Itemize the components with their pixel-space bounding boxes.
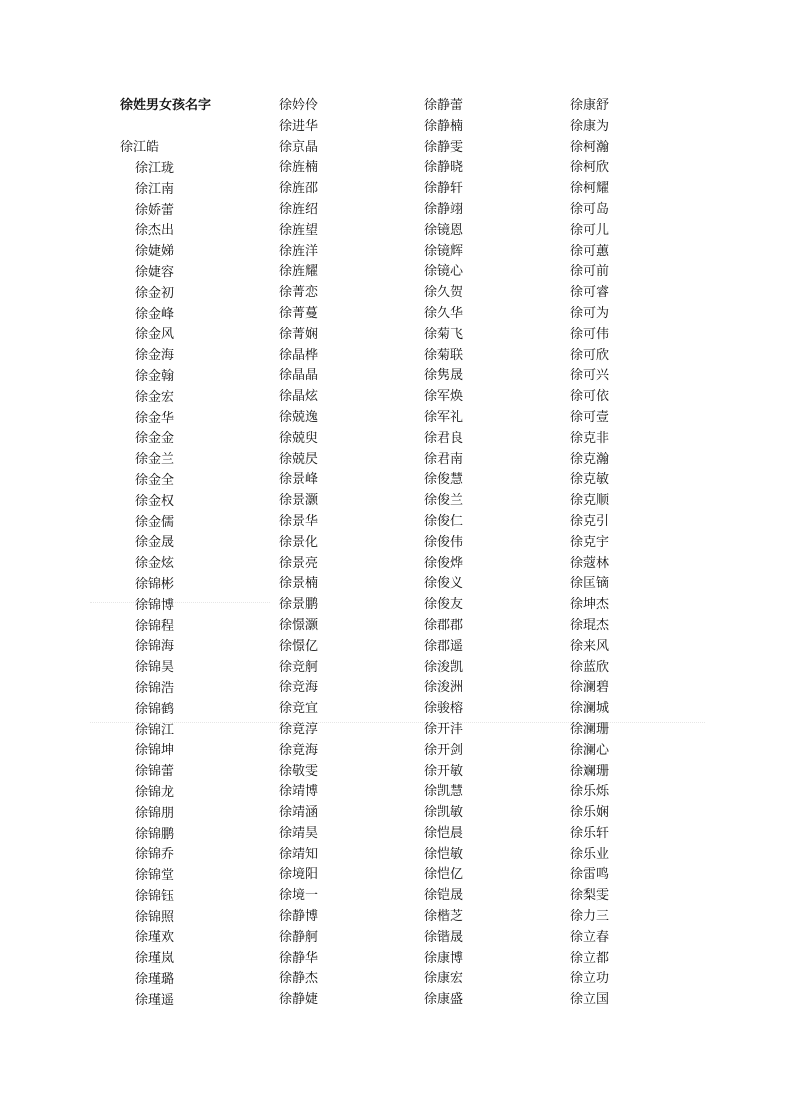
name-entry: 徐妗伶 <box>279 98 319 113</box>
name-entry: 徐旌绍 <box>279 201 319 217</box>
name-entry: 徐静楠 <box>424 118 464 134</box>
name-entry: 徐可岛 <box>570 201 610 217</box>
name-entry: 徐菁蔓 <box>279 305 319 321</box>
name-column-1 <box>135 159 174 1012</box>
name-entry: 徐晶桦 <box>279 347 319 363</box>
name-entry: 徐锦蕾 <box>135 764 175 780</box>
name-entry: 徐景灏 <box>279 493 319 509</box>
name-entry: 徐康为 <box>570 118 610 134</box>
name-entry: 徐浚洲 <box>424 680 464 696</box>
name-column-4 <box>570 96 609 1011</box>
name-entry: 徐锦博 <box>135 597 175 613</box>
name-entry: 徐兢臾 <box>279 430 319 446</box>
name-entry: 徐可壹 <box>570 409 610 425</box>
name-entry: 徐雷鸣 <box>570 867 610 883</box>
name-entry: 徐锦堂 <box>135 868 175 884</box>
name-entry: 徐锦浩 <box>135 680 175 696</box>
name-entry: 徐克瀚 <box>570 451 610 467</box>
name-entry: 徐江珑 <box>135 161 175 176</box>
name-entry: 徐郡郡 <box>424 617 464 633</box>
name-entry: 徐骏榕 <box>424 701 464 717</box>
name-entry: 徐郡遥 <box>424 638 464 654</box>
name-entry: 徐京晶 <box>279 139 319 155</box>
name-entry: 徐铠晟 <box>424 888 464 904</box>
name-entry: 徐瑾岚 <box>135 951 175 967</box>
name-entry: 徐军焕 <box>424 389 464 405</box>
name-entry: 徐楷芝 <box>424 909 464 925</box>
name-entry: 徐蔻林 <box>570 555 610 571</box>
name-entry: 徐进华 <box>279 118 319 134</box>
name-entry: 徐开敏 <box>424 763 464 779</box>
name-entry: 徐婕娣 <box>135 244 175 260</box>
name-entry: 徐境一 <box>279 888 319 904</box>
name-entry: 徐旌耀 <box>279 264 319 280</box>
name-entry: 徐金全 <box>135 472 175 488</box>
name-entry: 徐金宏 <box>135 389 175 405</box>
name-entry: 徐靖知 <box>279 846 319 862</box>
name-entry: 徐恺晨 <box>424 825 464 841</box>
name-entry: 徐乐业 <box>570 846 610 862</box>
name-entry: 徐金海 <box>135 348 175 364</box>
name-entry: 徐柯欣 <box>570 160 610 176</box>
name-entry: 徐金权 <box>135 493 175 509</box>
name-entry: 徐镜恩 <box>424 222 464 238</box>
name-entry: 徐江南 <box>135 181 175 197</box>
name-entry: 徐可为 <box>570 305 610 321</box>
name-entry: 徐可儿 <box>570 222 610 238</box>
name-entry: 徐凯敏 <box>424 805 464 821</box>
name-entry: 徐俊烨 <box>424 555 464 571</box>
faint-divider <box>90 602 270 603</box>
name-entry: 徐可前 <box>570 264 610 280</box>
name-entry: 徐金翰 <box>135 368 175 384</box>
name-entry: 徐康舒 <box>570 98 610 113</box>
name-entry: 徐锦坤 <box>135 743 175 759</box>
name-entry: 徐金炫 <box>135 556 175 572</box>
name-entry: 徐竞海 <box>279 680 319 696</box>
name-entry: 徐澜珊 <box>570 721 610 737</box>
name-entry: 徐康博 <box>424 950 464 966</box>
name-entry: 徐锦程 <box>135 618 175 634</box>
name-entry: 徐镜辉 <box>424 243 464 259</box>
name-entry: 徐乐轩 <box>570 825 610 841</box>
name-entry: 徐斓珊 <box>570 763 610 779</box>
name-entry: 徐金儒 <box>135 514 175 530</box>
name-entry: 徐久贺 <box>424 285 464 301</box>
name-entry: 徐瑾欢 <box>135 930 175 946</box>
name-entry: 徐菊飞 <box>424 326 464 342</box>
name-entry: 徐锦朋 <box>135 805 175 821</box>
name-entry: 徐景华 <box>279 513 319 529</box>
name-entry: 徐靖昊 <box>279 825 319 841</box>
name-entry: 徐克宇 <box>570 534 610 550</box>
name-entry: 徐俊兰 <box>424 493 464 509</box>
name-entry: 徐锦乔 <box>135 847 175 863</box>
name-entry: 徐锦彬 <box>135 576 175 592</box>
name-entry: 徐浚凯 <box>424 659 464 675</box>
name-entry: 徐瑾璐 <box>135 972 175 988</box>
name-entry: 徐久华 <box>424 305 464 321</box>
name-entry: 徐军礼 <box>424 409 464 425</box>
name-entry: 徐旌望 <box>279 222 319 238</box>
name-entry: 徐静轩 <box>424 181 464 197</box>
name-entry: 徐君南 <box>424 451 464 467</box>
faint-divider <box>90 722 705 723</box>
name-entry: 徐晶炫 <box>279 389 319 405</box>
name-entry: 徐旌邵 <box>279 181 319 197</box>
name-entry: 徐静晓 <box>424 160 464 176</box>
name-column-2 <box>279 96 318 1011</box>
name-entry: 徐金初 <box>135 285 175 301</box>
name-entry: 徐开剑 <box>424 742 464 758</box>
column-heading: 徐江皓 <box>120 140 160 155</box>
name-entry: 徐琨杰 <box>570 617 610 633</box>
name-entry: 徐静华 <box>279 950 319 966</box>
name-entry: 徐静婕 <box>279 992 319 1008</box>
name-entry: 徐娇蕾 <box>135 202 175 218</box>
name-entry: 徐克敏 <box>570 472 610 488</box>
name-entry: 徐乐娴 <box>570 805 610 821</box>
name-entry: 徐金峰 <box>135 306 175 322</box>
name-entry: 徐静雯 <box>424 139 464 155</box>
name-entry: 徐锦龙 <box>135 784 175 800</box>
name-entry: 徐恺敏 <box>424 846 464 862</box>
name-entry: 徐兢逸 <box>279 409 319 425</box>
name-entry: 徐可伟 <box>570 326 610 342</box>
name-entry: 徐静翊 <box>424 201 464 217</box>
name-entry: 徐菊联 <box>424 347 464 363</box>
name-entry: 徐锴晟 <box>424 929 464 945</box>
name-entry: 徐康宏 <box>424 971 464 987</box>
name-entry: 徐可依 <box>570 389 610 405</box>
name-entry: 徐竞宜 <box>279 701 319 717</box>
name-entry: 徐静舸 <box>279 929 319 945</box>
name-entry: 徐克引 <box>570 513 610 529</box>
name-entry: 徐可蕙 <box>570 243 610 259</box>
name-entry: 徐静蕾 <box>424 98 464 113</box>
name-column-3 <box>424 96 463 1011</box>
name-entry: 徐可欣 <box>570 347 610 363</box>
name-entry: 徐蓝欣 <box>570 659 610 675</box>
name-entry: 徐克非 <box>570 430 610 446</box>
name-entry: 徐锦海 <box>135 639 175 655</box>
name-entry: 徐憬亿 <box>279 638 319 654</box>
name-entry: 徐景亮 <box>279 555 319 571</box>
name-entry: 徐立都 <box>570 950 610 966</box>
name-entry: 徐静杰 <box>279 971 319 987</box>
name-entry: 徐金金 <box>135 431 175 447</box>
name-entry: 徐立春 <box>570 929 610 945</box>
name-entry: 徐竞舸 <box>279 659 319 675</box>
name-entry: 徐锦照 <box>135 909 175 925</box>
name-entry: 徐锦昊 <box>135 660 175 676</box>
name-entry: 徐匡镝 <box>570 576 610 592</box>
name-entry: 徐静博 <box>279 909 319 925</box>
name-entry: 徐竟海 <box>279 742 319 758</box>
name-entry: 徐境阳 <box>279 867 319 883</box>
name-entry: 徐金华 <box>135 410 175 426</box>
name-entry: 徐俊义 <box>424 576 464 592</box>
name-entry: 徐澜碧 <box>570 680 610 696</box>
name-entry: 徐柯瀚 <box>570 139 610 155</box>
name-entry: 徐克顺 <box>570 493 610 509</box>
name-entry: 徐俊友 <box>424 597 464 613</box>
name-entry: 徐澜心 <box>570 742 610 758</box>
name-entry: 徐乐烁 <box>570 784 610 800</box>
name-entry: 徐康盛 <box>424 992 464 1008</box>
name-entry: 徐旌洋 <box>279 243 319 259</box>
name-entry: 徐敬雯 <box>279 763 319 779</box>
name-entry: 徐俊慧 <box>424 472 464 488</box>
name-entry: 徐旌楠 <box>279 160 319 176</box>
name-entry: 徐澜城 <box>570 701 610 717</box>
document-title: 徐姓男女孩名字 <box>120 98 212 113</box>
name-entry: 徐菁恋 <box>279 285 319 301</box>
name-entry: 徐力三 <box>570 909 610 925</box>
name-entry: 徐靖博 <box>279 784 319 800</box>
name-entry: 徐镜心 <box>424 264 464 280</box>
name-entry: 徐立国 <box>570 992 610 1008</box>
name-entry: 徐竟淳 <box>279 721 319 737</box>
name-entry: 徐憬灏 <box>279 617 319 633</box>
name-entry: 徐晶晶 <box>279 368 319 384</box>
name-entry: 徐景峰 <box>279 472 319 488</box>
name-entry: 徐开沣 <box>424 721 464 737</box>
name-entry: 徐凯慧 <box>424 784 464 800</box>
name-entry: 徐君良 <box>424 430 464 446</box>
name-entry: 徐来风 <box>570 638 610 654</box>
name-entry: 徐景鹏 <box>279 597 319 613</box>
name-entry: 徐锦鹤 <box>135 701 175 717</box>
name-entry: 徐瑾遥 <box>135 992 175 1008</box>
name-entry: 徐柯耀 <box>570 181 610 197</box>
name-entry: 徐景化 <box>279 534 319 550</box>
name-entry: 徐梨雯 <box>570 888 610 904</box>
name-entry: 徐金兰 <box>135 452 175 468</box>
name-entry: 徐恺亿 <box>424 867 464 883</box>
name-entry: 徐兢昃 <box>279 451 319 467</box>
name-entry: 徐可兴 <box>570 368 610 384</box>
name-entry: 徐金晟 <box>135 535 175 551</box>
name-entry: 徐锦鹏 <box>135 826 175 842</box>
name-entry: 徐锦江 <box>135 722 175 738</box>
name-entry: 徐婕容 <box>135 264 175 280</box>
name-entry: 徐隽晟 <box>424 368 464 384</box>
name-entry: 徐景楠 <box>279 576 319 592</box>
name-entry: 徐坤杰 <box>570 597 610 613</box>
name-entry: 徐立功 <box>570 971 610 987</box>
name-entry: 徐可睿 <box>570 285 610 301</box>
name-entry: 徐锦钰 <box>135 888 175 904</box>
name-entry: 徐菁娴 <box>279 326 319 342</box>
name-entry: 徐靖涵 <box>279 805 319 821</box>
name-entry: 徐杰出 <box>135 223 175 239</box>
name-entry: 徐金风 <box>135 327 175 343</box>
name-entry: 徐俊伟 <box>424 534 464 550</box>
name-entry: 徐俊仁 <box>424 513 464 529</box>
